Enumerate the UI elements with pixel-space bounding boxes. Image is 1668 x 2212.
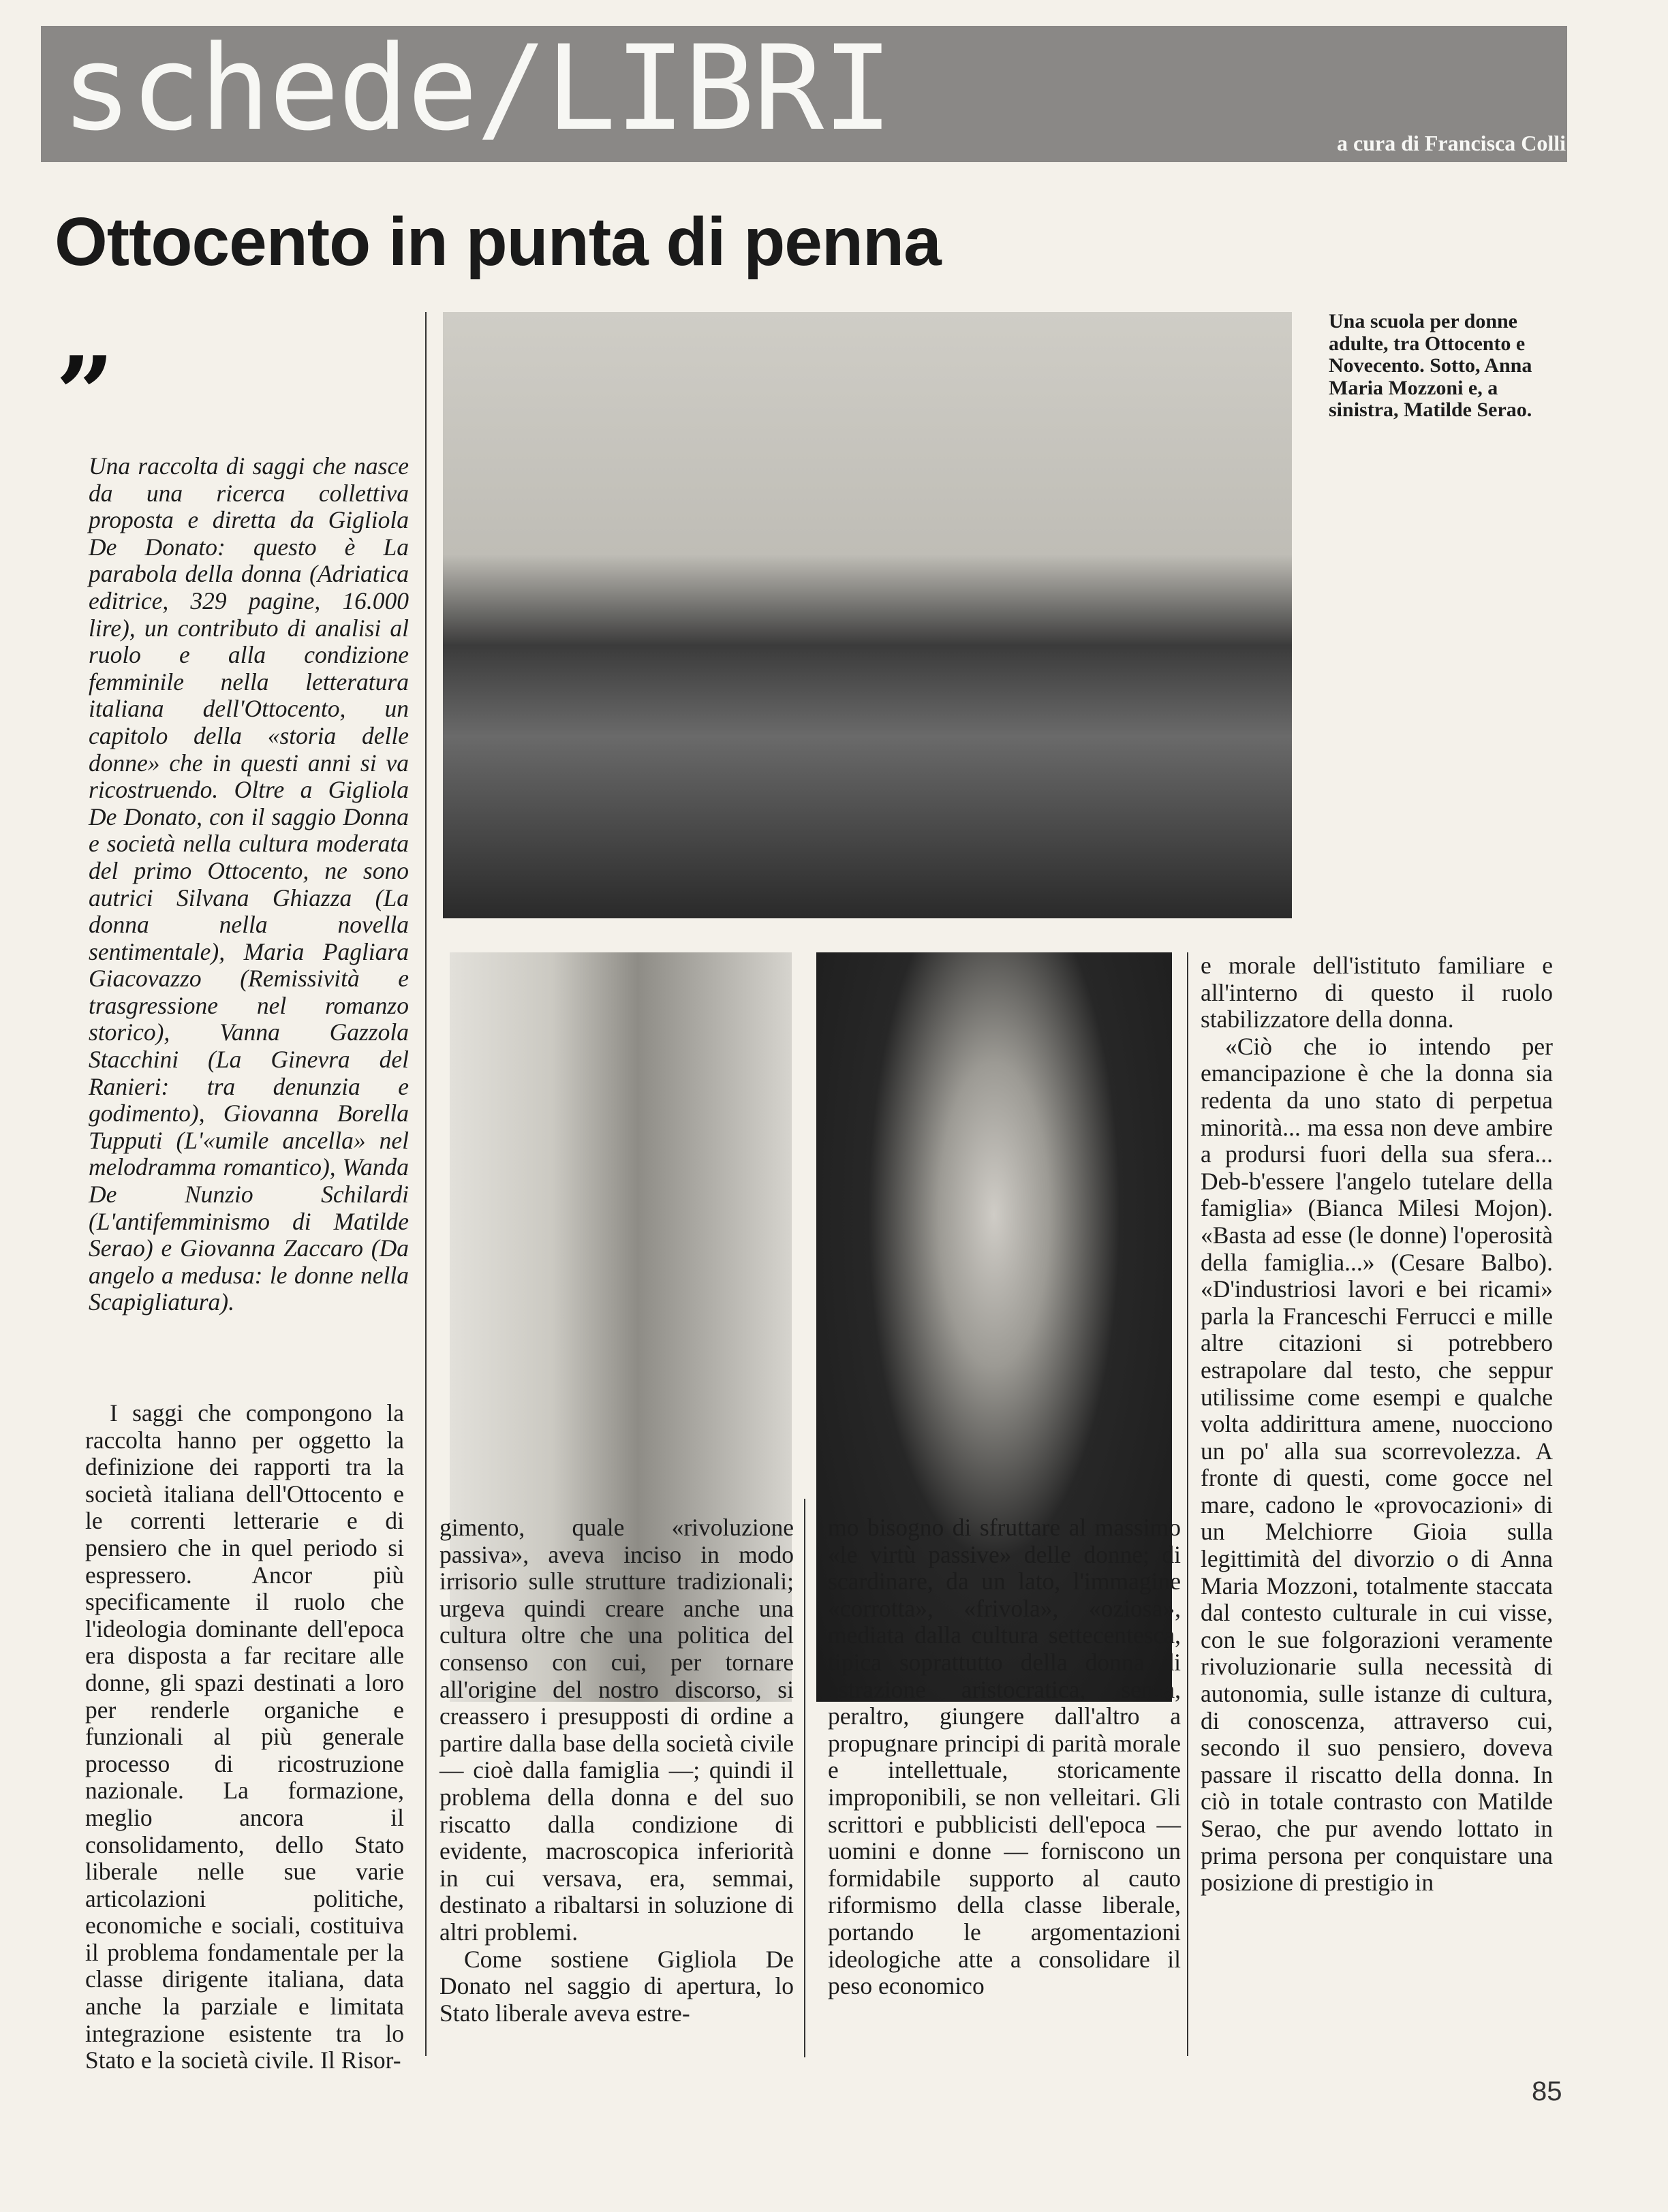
body-paragraph: Come sostiene Gigliola De Donato nel saggio di apertura, lo Stato liberale aveva estre- (439, 1945, 794, 2027)
body-column-2 (439, 1514, 794, 2027)
body-column-3 (828, 1514, 1181, 2000)
body-column-1 (85, 1400, 404, 2074)
body-paragraph: I saggi che compongono la raccolta hanno per oggetto la definizione dei rapporti tra la società italiana dell'Ottocento e le correnti letterarie e di pensiero che in quel periodo si espressero. Ancor più specificamente il ruolo che l'ideologia dominante dell'epoca era disposta a far recitare alle donne, gli spazi destinati a loro per renderle organiche e funzionali al più generale processo di ricostruzione nazionale. La formazione, meglio ancora il consolidamento, dello Stato liberale nelle sue varie articolazioni politiche, economiche e sociali, costituiva il problema fondamentale per la classe dirigente italiana, data anche la parziale e limitata integrazione esistente tra lo Stato e la società civile. Il Risor- (85, 1399, 404, 2074)
curator-credit: a cura di Francisca Colli (1337, 131, 1566, 155)
page-number: 85 (1532, 2076, 1562, 2106)
body-column-4 (1201, 952, 1553, 1897)
column-rule (804, 1499, 805, 2057)
column-rule (1187, 952, 1188, 2056)
body-paragraph: «Ciò che io intendo per emancipazione è che la donna sia redenta da uno stato di perpetua minorità... ma essa non deve ambire a prodursi fuori della sua sfera... Deb-b'essere l'angelo tutelare della famiglia» (Bianca Milesi Mojon). «Basta ad esse (le donne) l'operosità della famiglia...» (Cesare Balbo). «D'industriosi lavori e bei ricami» parla la Franceschi Ferrucci e mille altre citazioni si potrebbero estrapolare dal testo, che seppur utilissime come esempi e qualche volta addirittura amene, nuocciono un po' alla sua scorrevolezza. A fronte di questi, come gocce nel mare, cadono le «provocazioni» di un Melchiorre Gioia sulla legittimità del divorzio o di Anna Maria Mozzoni, totalmente staccata dal contesto culturale in cui visse, con le sue folgorazioni veramente rivoluzionarie sulla necessità di autonomia, sulle istanze di cultura, di conoscenza, attraverso cui, secondo il suo pensiero, doveva passare il riscatto della donna. In ciò in totale contrasto con Matilde Serao, che pur avendo lottato in prima persona per conquistare una posizione di prestigio in (1201, 1032, 1553, 1897)
section-title: schede/LIBRI (61, 20, 892, 157)
column-rule (425, 312, 427, 2056)
opening-quote-mark: “ (55, 284, 114, 404)
article-headline: Ottocento in punta di penna (55, 204, 941, 280)
photo-adult-school (443, 312, 1292, 918)
intro-text: Una raccolta di saggi che nasce da una ricerca collettiva proposta e diretta da Gigliola De Donato: questo è La parabola della donna (Adriatica editrice, 329 pagine, 16.000 lire), un contributo di analisi al ruolo e alla condizione femminile nella letteratura italiana dell'Ottocento, un capitolo della «storia delle donne» che in questi anni si va ricostruendo. Oltre a Gigliola De Donato, con il saggio Donna e società nella cultura moderata del primo Ottocento, ne sono autrici Silvana Ghiazza (La donna nella novella sentimentale), Maria Pagliara Giacovazzo (Remissività e trasgressione nel romanzo storico), Vanna Gazzola Stacchini (La Ginevra del Ranieri: tra denunzia e godimento), Giovanna Borella Tupputi (L'«umile ancella» nel melodramma romantico), Wanda De Nunzio Schilardi (L'antifemminismo di Matilde Serao) e Giovanna Zaccaro (Da angelo a medusa: le donne nella Scapigliatura). (89, 452, 409, 1316)
intro-paragraph (89, 453, 409, 1316)
photo-caption: Una scuola per donne adulte, tra Ottocento e Novecento. Sotto, Anna Maria Mozzoni e, a sinistra, Matilde Serao. (1329, 310, 1532, 421)
body-paragraph: mo bisogno di sfruttare al massimo «le virtù passive» delle donne; di scardinare, da un lato, l'immagine «corrotta», «frivola», «oziosa», mediata dalla cultura settecentesca, tipica soprattutto della donna di estrazione aristocratica, senza, peraltro, giungere dall'altro a propugnare principi di parità morale e intellettuale, storicamente improponibili, se non velleitari. Gli scrittori e pubblicisti dell'epoca — uomini e donne — forniscono un formidabile supporto al cauto riformismo della classe liberale, portando le argomentazioni ideologiche atte a consolidare il peso economico (828, 1514, 1181, 2000)
body-paragraph: gimento, quale «rivoluzione passiva», aveva inciso in modo irrisorio sulle strutture tradizionali; urgeva quindi creare anche una cultura oltre che una politica del consenso con cui, per tornare all'origine del nostro discorso, si creassero i presupposti di ordine a partire dalla base della società civile — cioè dalla famiglia —; quindi il problema della donna e del suo riscatto dalla condizione di evidente, macroscopica inferiorità in cui versava, era, semmai, destinato a ribaltarsi in soluzione di altri problemi. (439, 1514, 794, 1946)
body-paragraph: e morale dell'istituto familiare e all'interno di questo il ruolo stabilizzatore della donna. (1201, 952, 1553, 1033)
